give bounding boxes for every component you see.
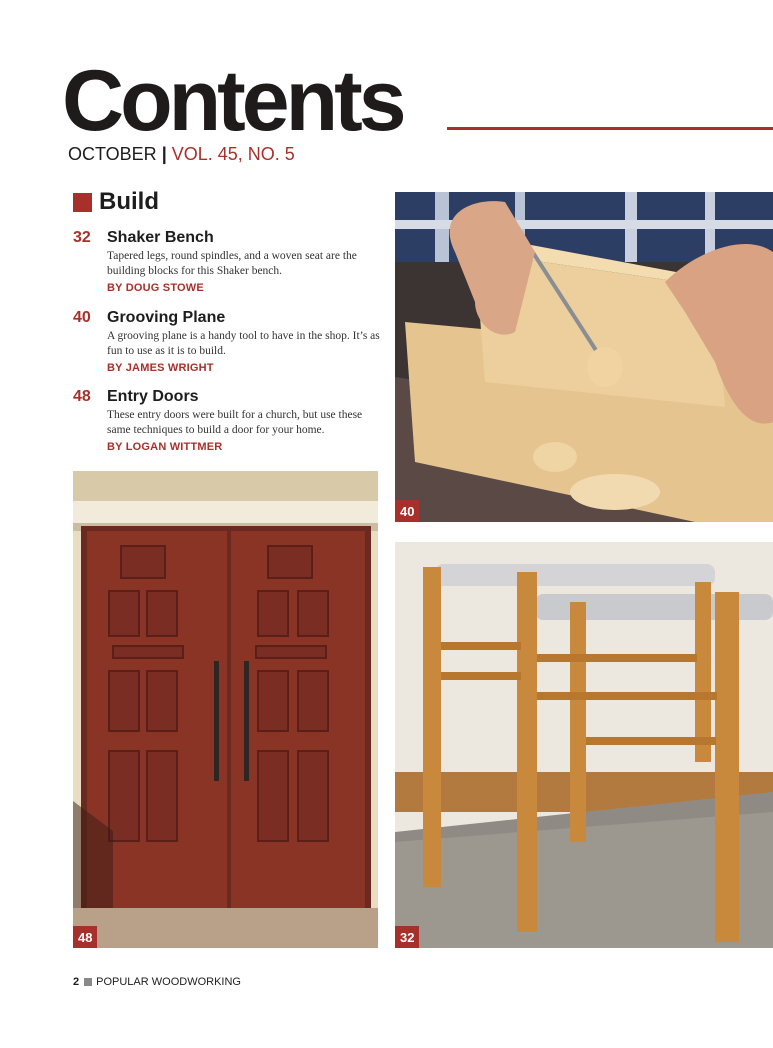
- footer-magazine-name: POPULAR WOODWORKING: [96, 976, 241, 988]
- entry-doors-image: [73, 471, 378, 948]
- issue-volume: VOL. 45, NO. 5: [171, 144, 295, 164]
- photo-page-badge: 32: [395, 926, 419, 948]
- shaker-bench-image: [395, 542, 773, 948]
- grooving-plane-photo[interactable]: [395, 192, 773, 522]
- article-title[interactable]: Grooving Plane: [107, 309, 226, 326]
- title-rule: [447, 127, 773, 130]
- page-footer: [73, 975, 241, 989]
- section-label: Build: [99, 188, 159, 215]
- article-description: Tapered legs, round spindles, and a woven seat are the building blocks for this Shaker bench.: [107, 250, 357, 277]
- article-description: These entry doors were built for a church, but use these same techniques to build a door for your home.: [107, 409, 363, 436]
- issue-month: OCTOBER: [68, 144, 157, 164]
- article-page-number: 32: [73, 229, 91, 246]
- issue-separator: |: [161, 144, 167, 164]
- page-title: Contents: [62, 53, 403, 149]
- shaker-bench-photo[interactable]: [395, 542, 773, 948]
- photo-page-badge: 40: [395, 500, 419, 522]
- article-byline: BY DOUG STOWE: [107, 282, 204, 294]
- entry-doors-photo[interactable]: [73, 471, 378, 948]
- photo-page-badge: 48: [73, 926, 97, 948]
- article-byline: BY JAMES WRIGHT: [107, 362, 214, 374]
- issue-line: [68, 145, 295, 163]
- article-title[interactable]: Shaker Bench: [107, 229, 214, 246]
- article-description: A grooving plane is a handy tool to have in the shop. It’s as fun to use as it is to build.: [107, 330, 380, 357]
- footer-page-number: 2: [73, 976, 80, 988]
- article-byline: BY LOGAN WITTMER: [107, 441, 223, 453]
- section-square-icon: [73, 193, 92, 212]
- article-page-number: 48: [73, 388, 91, 405]
- footer-square-icon: [84, 978, 92, 986]
- article-title[interactable]: Entry Doors: [107, 388, 199, 405]
- section-header: [73, 188, 159, 216]
- article-page-number: 40: [73, 309, 91, 326]
- grooving-plane-image: [395, 192, 773, 522]
